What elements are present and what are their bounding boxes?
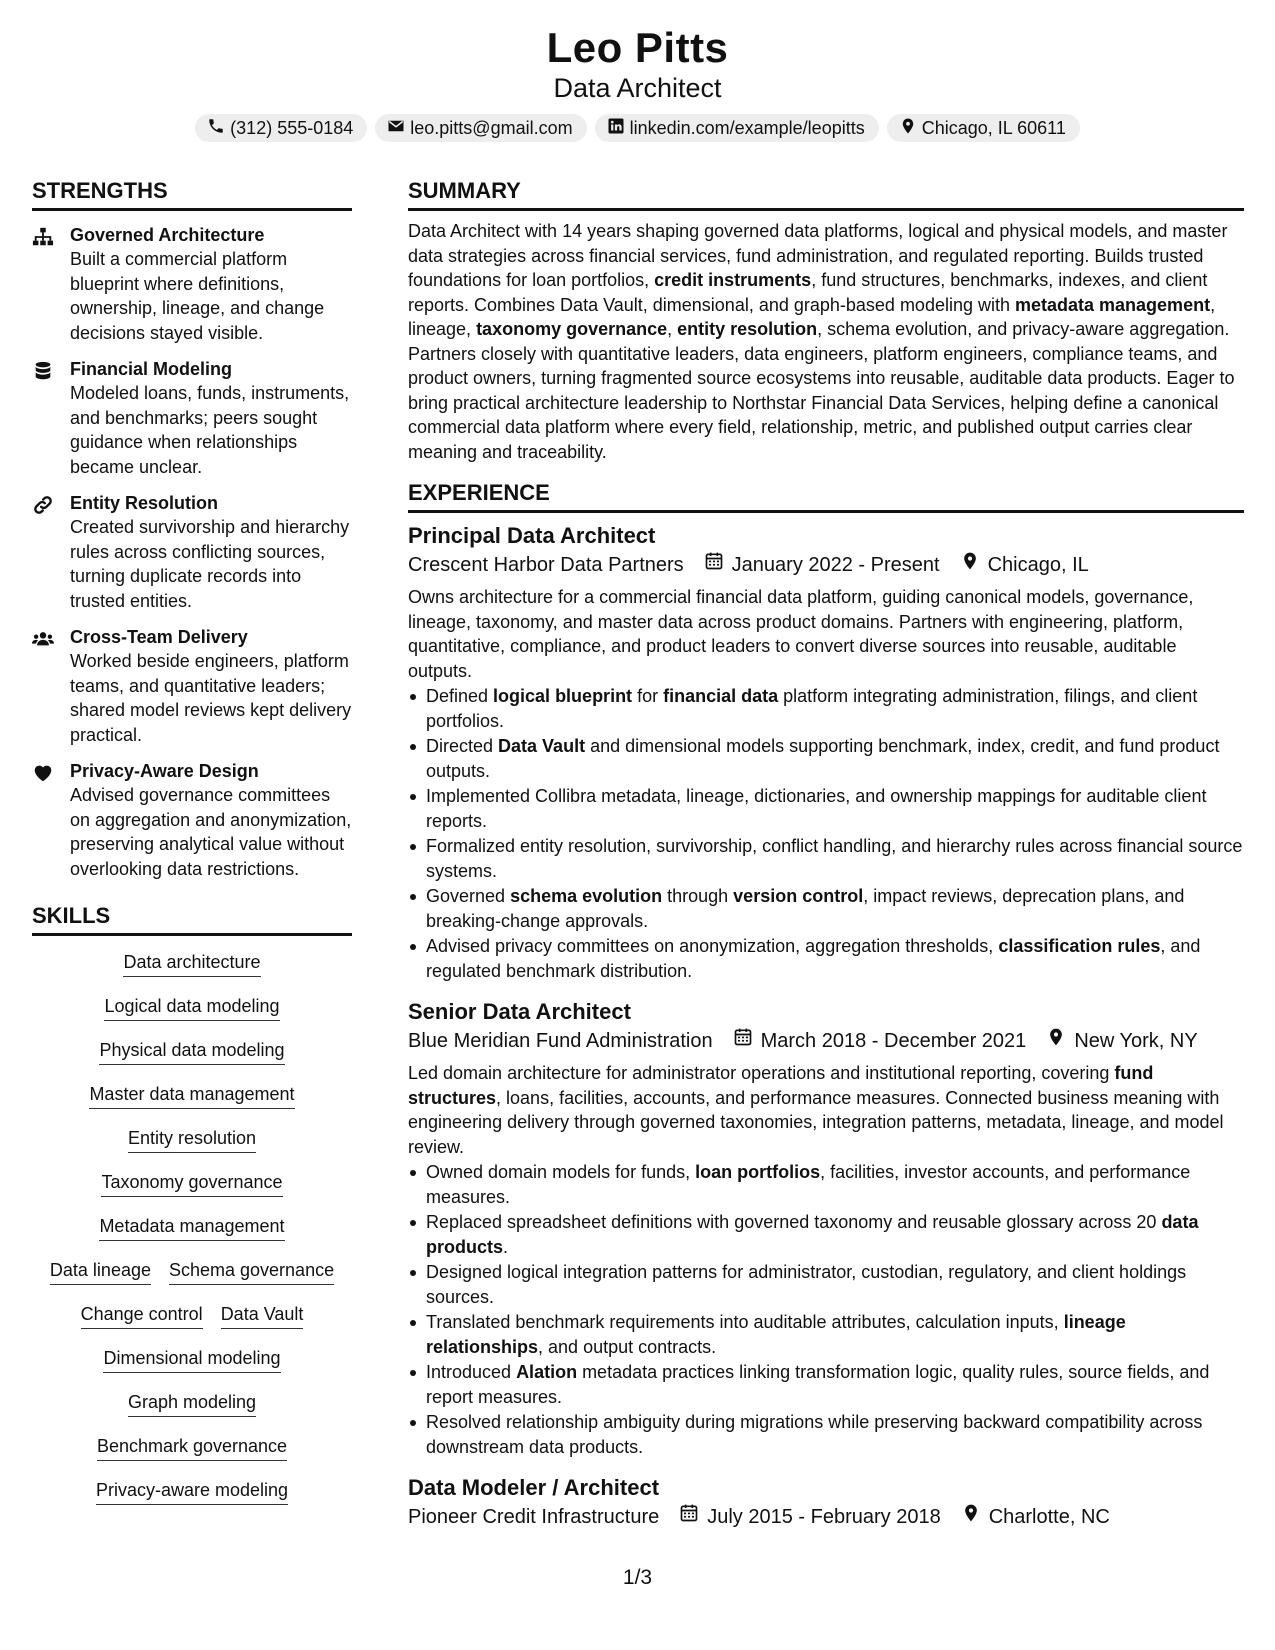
skill-tag: Schema governance bbox=[169, 1258, 334, 1285]
phone-icon bbox=[207, 117, 225, 140]
job-entry bbox=[408, 1473, 1244, 1531]
bullet-item: Formalized entity resolution, survivorship, conflict handling, and hierarchy rules across financial source systems. bbox=[408, 834, 1244, 883]
linkedin-icon bbox=[607, 117, 625, 140]
calendar-icon bbox=[704, 551, 724, 579]
skill-tag: Data architecture bbox=[123, 950, 260, 977]
strength-title: Financial Modeling bbox=[70, 359, 233, 379]
summary-text: Data Architect with 14 years shaping governed data platforms, logical and physical models, and master data strategies across financial services, fund administration, and regulated reporting. Builds trusted foundations for loan portfolios, credit instruments, fund structures, benchmarks, indexes, and client reports. Combines Data Vault, dimensional, and graph-based modeling with metadata management, lineage, taxonomy governance, entity resolution, schema evolution, and privacy-aware aggregation. Partners closely with quantitative leaders, data engineers, platform engineers, compliance teams, and product owners, turning fragmented source ecosystems into reusable, auditable data products. Eager to bring practical architecture leadership to Northstar Financial Data Services, helping define a canonical commercial data platform where every field, relationship, metric, and published output carries clear meaning and traceability. bbox=[408, 221, 1235, 462]
strength-item bbox=[32, 357, 352, 479]
strength-item bbox=[32, 223, 352, 345]
skill-tag: Data lineage bbox=[50, 1258, 151, 1285]
job-title: Principal Data Architect bbox=[408, 523, 656, 548]
calendar-icon bbox=[679, 1503, 699, 1531]
job-list bbox=[408, 521, 1244, 1531]
left-column bbox=[32, 176, 352, 1522]
job-entry bbox=[408, 997, 1244, 1459]
emphasis-text: logical blueprint bbox=[493, 686, 633, 706]
strength-text: Modeled loans, funds, instruments, and benchmarks; peers sought guidance when relationships became unclear. bbox=[70, 383, 350, 477]
skill-tag: Master data management bbox=[89, 1082, 294, 1109]
map-pin-icon bbox=[899, 117, 917, 140]
strength-title: Privacy-Aware Design bbox=[70, 761, 259, 781]
emphasis-text: lineage relationships bbox=[426, 1312, 1126, 1357]
company-name: Crescent Harbor Data Partners bbox=[408, 554, 684, 576]
strength-title: Entity Resolution bbox=[70, 493, 218, 513]
job-description: Led domain architecture for administrator operations and institutional reporting, covering fund structures, loans, facilities, accounts, and performance measures. Connected business meaning with engineering delivery through governed taxonomies, integration patterns, metadata, lineage, and model review. bbox=[408, 1063, 1224, 1157]
bullet-item: Replaced spreadsheet definitions with governed taxonomy and reusable glossary across 20 data products. bbox=[408, 1210, 1244, 1259]
job-description: Owns architecture for a commercial financial data platform, guiding canonical models, governance, lineage, taxonomy, and master data across product domains. Partners with engineering, platform, quantitative, compliance, and product leaders to convert diverse sources into reusable, auditable outputs. bbox=[408, 587, 1194, 681]
phone-text: (312) 555-0184 bbox=[230, 117, 354, 138]
job-dates: July 2015 - February 2018 bbox=[707, 1506, 941, 1528]
link-icon bbox=[32, 491, 70, 613]
bullet-item: Introduced Alation metadata practices linking transformation logic, quality rules, source fields, and report measures. bbox=[408, 1360, 1244, 1409]
emphasis-text: credit instruments bbox=[654, 270, 812, 290]
emphasis-text: fund structures bbox=[408, 1063, 1154, 1108]
envelope-icon bbox=[387, 117, 405, 140]
strength-item bbox=[32, 759, 352, 881]
emphasis-text: Data Vault bbox=[498, 736, 586, 756]
heart-icon bbox=[32, 759, 70, 881]
email-text: leo.pitts@gmail.com bbox=[410, 117, 573, 138]
job-title: Senior Data Architect bbox=[408, 999, 631, 1024]
skills-heading: SKILLS bbox=[32, 901, 352, 936]
skill-tag: Privacy-aware modeling bbox=[96, 1478, 288, 1505]
candidate-name: Leo Pitts bbox=[546, 24, 729, 71]
page-number: 1/3 bbox=[622, 1566, 653, 1589]
bullet-item: Owned domain models for funds, loan portfolios, facilities, investor accounts, and performance measures. bbox=[408, 1160, 1244, 1209]
strength-item bbox=[32, 625, 352, 747]
users-icon bbox=[32, 625, 70, 747]
skill-tag: Physical data modeling bbox=[99, 1038, 284, 1065]
skill-tag: Change control bbox=[81, 1302, 203, 1329]
right-column bbox=[408, 176, 1244, 1531]
contact-bar bbox=[0, 114, 1275, 142]
bullet-item: Defined logical blueprint for financial data platform integrating administration, filings, and client portfolios. bbox=[408, 684, 1244, 733]
job-location: New York, NY bbox=[1074, 1030, 1198, 1052]
job-location: Chicago, IL bbox=[987, 554, 1089, 576]
bullet-item: Directed Data Vault and dimensional models supporting benchmark, index, credit, and fund product outputs. bbox=[408, 734, 1244, 783]
strength-text: Worked beside engineers, platform teams, and quantitative leaders; shared model reviews kept delivery practical. bbox=[70, 651, 352, 745]
candidate-title: Data Architect bbox=[553, 73, 722, 103]
emphasis-text: loan portfolios bbox=[695, 1162, 821, 1182]
map-pin-icon bbox=[961, 1503, 981, 1531]
strength-text: Created survivorship and hierarchy rules across conflicting sources, turning duplicate records into trusted entities. bbox=[70, 517, 350, 611]
bullet-item: Designed logical integration patterns for administrator, custodian, regulatory, and client holdings sources. bbox=[408, 1260, 1244, 1309]
strength-text: Advised governance committees on aggregation and anonymization, preserving analytical value without overlooking data restrictions. bbox=[70, 785, 352, 879]
skill-tag: Benchmark governance bbox=[97, 1434, 287, 1461]
emphasis-text: metadata management bbox=[1015, 294, 1211, 315]
skill-tag: Data Vault bbox=[221, 1302, 304, 1329]
job-meta bbox=[408, 1027, 1244, 1055]
job-title: Data Modeler / Architect bbox=[408, 1475, 660, 1500]
job-location: Charlotte, NC bbox=[988, 1506, 1110, 1528]
company-name: Blue Meridian Fund Administration bbox=[408, 1030, 713, 1052]
emphasis-text: taxonomy governance bbox=[476, 319, 668, 339]
bullet-item: Governed schema evolution through version control, impact reviews, deprecation plans, and breaking-change approvals. bbox=[408, 884, 1244, 933]
strength-item bbox=[32, 491, 352, 613]
map-pin-icon bbox=[960, 551, 980, 579]
location-text: Chicago, IL 60611 bbox=[921, 117, 1066, 138]
bullet-item: Implemented Collibra metadata, lineage, dictionaries, and ownership mappings for auditable client reports. bbox=[408, 784, 1244, 833]
strengths-heading: STRENGTHS bbox=[32, 176, 352, 211]
skills-list bbox=[32, 950, 352, 1522]
emphasis-text: data products bbox=[426, 1212, 1199, 1257]
job-bullets bbox=[408, 1160, 1244, 1459]
experience-heading: EXPERIENCE bbox=[408, 478, 1244, 513]
bullet-item: Translated benchmark requirements into auditable attributes, calculation inputs, lineage relationships, and output contracts. bbox=[408, 1310, 1244, 1359]
resume-header bbox=[0, 22, 1275, 142]
job-meta bbox=[408, 1503, 1244, 1531]
strength-title: Governed Architecture bbox=[70, 225, 265, 245]
database-icon bbox=[32, 357, 70, 479]
skill-tag: Metadata management bbox=[99, 1214, 284, 1241]
company-name: Pioneer Credit Infrastructure bbox=[408, 1506, 660, 1528]
contact-phone[interactable] bbox=[195, 114, 367, 142]
job-entry bbox=[408, 521, 1244, 983]
skill-tag: Taxonomy governance bbox=[101, 1170, 282, 1197]
strength-title: Cross-Team Delivery bbox=[70, 627, 248, 647]
calendar-icon bbox=[733, 1027, 753, 1055]
emphasis-text: classification rules bbox=[998, 936, 1161, 956]
job-meta bbox=[408, 551, 1244, 579]
skill-tag: Graph modeling bbox=[128, 1390, 256, 1417]
emphasis-text: Alation bbox=[516, 1362, 578, 1382]
map-pin-icon bbox=[1046, 1027, 1066, 1055]
emphasis-text: financial data bbox=[663, 686, 779, 706]
contact-email[interactable] bbox=[375, 114, 586, 142]
strength-text: Built a commercial platform blueprint where definitions, ownership, lineage, and change decisions stayed visible. bbox=[70, 249, 325, 343]
skill-tag: Logical data modeling bbox=[104, 994, 279, 1021]
emphasis-text: version control bbox=[733, 886, 864, 906]
job-bullets bbox=[408, 684, 1244, 983]
skill-tag: Dimensional modeling bbox=[103, 1346, 280, 1373]
sitemap-icon bbox=[32, 223, 70, 345]
linkedin-text: linkedin.com/example/leopitts bbox=[629, 117, 865, 138]
contact-location bbox=[887, 114, 1080, 142]
summary-heading: SUMMARY bbox=[408, 176, 1244, 211]
contact-linkedin[interactable] bbox=[595, 114, 879, 142]
emphasis-text: entity resolution bbox=[677, 319, 818, 339]
bullet-item: Advised privacy committees on anonymization, aggregation thresholds, classification rules, and regulated benchmark distribution. bbox=[408, 934, 1244, 983]
emphasis-text: schema evolution bbox=[510, 886, 663, 906]
bullet-item: Resolved relationship ambiguity during migrations while preserving backward compatibility across downstream data products. bbox=[408, 1410, 1244, 1459]
skill-tag: Entity resolution bbox=[128, 1126, 256, 1153]
job-dates: March 2018 - December 2021 bbox=[760, 1030, 1027, 1052]
job-dates: January 2022 - Present bbox=[731, 554, 940, 576]
